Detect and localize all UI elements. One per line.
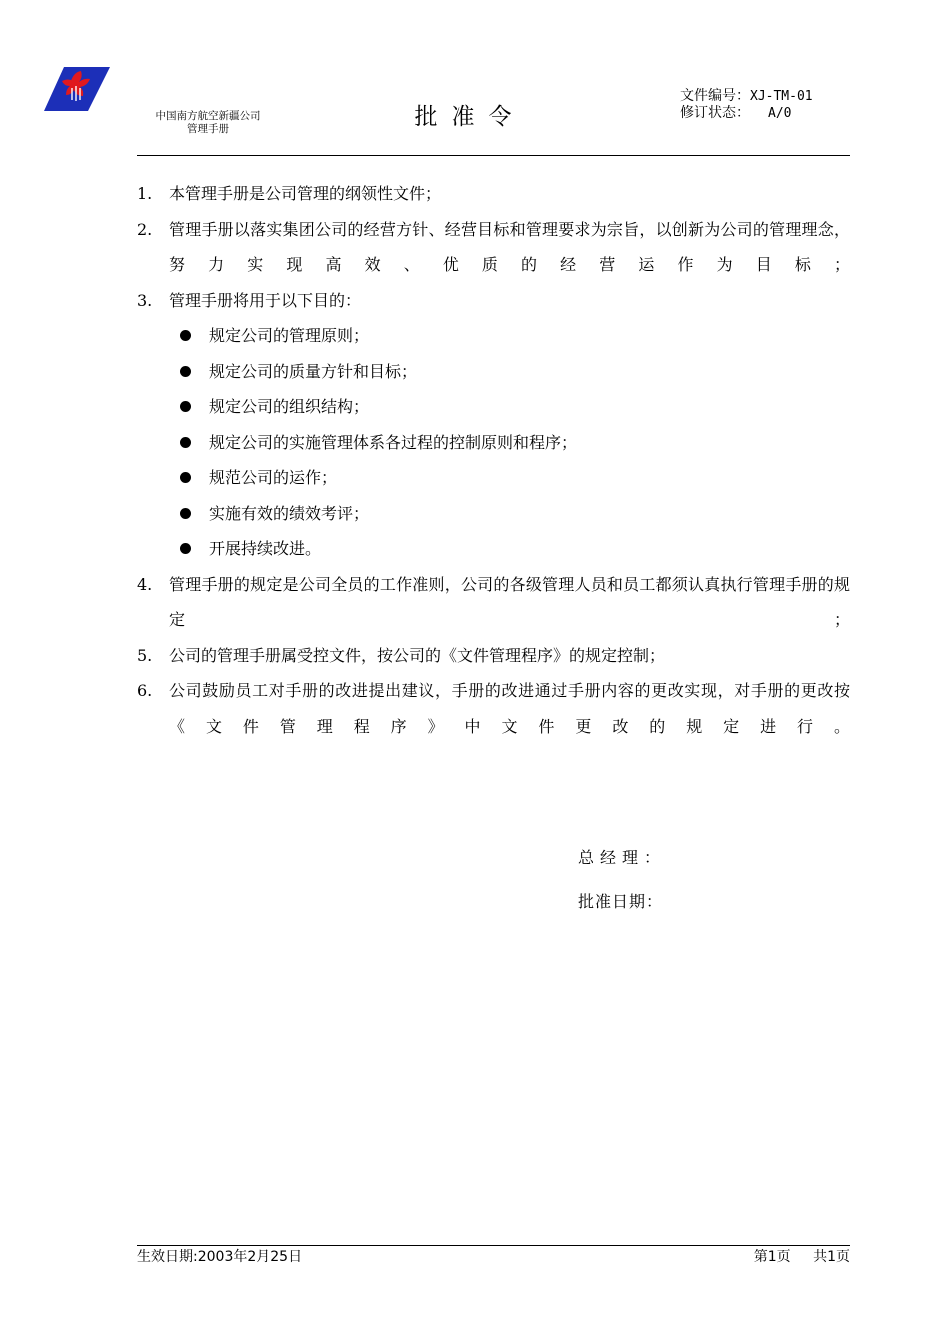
bullet-item xyxy=(137,354,850,390)
revision-row xyxy=(680,105,813,122)
signature-block xyxy=(578,836,666,924)
bullet-text: 规定公司的组织结构； xyxy=(209,397,370,416)
item-text: 公司的管理手册属受控文件，按公司的《文件管理程序》的规定控制； xyxy=(169,645,666,665)
doc-number: XJ-TM-01 xyxy=(750,89,813,104)
item-text: 公司鼓励员工对手册的改进提出建议，手册的改进通过手册内容的更改实现，对手册的更改按《文件管理程序》中文件更改的规定进行。 xyxy=(169,681,850,736)
bullet-text: 开展持续改进。 xyxy=(209,539,322,558)
doc-number-label: 文件编号： xyxy=(680,88,750,104)
item-number: 3. xyxy=(137,290,153,310)
bullet-dot-icon xyxy=(180,543,191,554)
bullet-text: 规定公司的管理原则； xyxy=(209,326,370,345)
bullet-text: 规定公司的实施管理体系各过程的控制原则和程序； xyxy=(209,432,578,452)
effective-date: 生效日期:2003年2月25日 xyxy=(137,1249,303,1265)
bullet-item xyxy=(137,496,850,532)
bullet-dot-icon xyxy=(180,437,191,448)
bullet-dot-icon xyxy=(180,366,191,377)
revision-label: 修订状态： xyxy=(680,105,750,121)
list-item xyxy=(137,283,850,319)
company-name xyxy=(138,110,278,136)
list-item xyxy=(137,567,850,638)
bullet-dot-icon xyxy=(180,330,191,341)
list-item xyxy=(137,638,850,674)
bullet-item xyxy=(137,460,850,496)
list-item xyxy=(137,673,850,744)
item-text: 管理手册以落实集团公司的经营方针、经营目标和管理要求为宗旨，以创新为公司的管理理念，努力实现高效、优质的经营运作为目标； xyxy=(169,219,850,274)
document-body xyxy=(137,176,850,744)
bullet-dot-icon xyxy=(180,508,191,519)
item-number: 2. xyxy=(137,219,153,239)
item-number: 6. xyxy=(137,681,153,700)
bullet-text: 规定公司的质量方针和目标； xyxy=(209,361,418,381)
header-divider xyxy=(137,155,850,156)
bullet-item xyxy=(137,318,850,354)
page-number: 第1页 共1页 xyxy=(753,1249,850,1265)
item-text: 管理手册的规定是公司全员的工作准则，公司的各级管理人员和员工都须认真执行管理手册的规定； xyxy=(169,574,850,629)
manual-name: 管理手册 xyxy=(187,123,229,135)
bullet-dot-icon xyxy=(180,401,191,412)
document-info xyxy=(680,88,813,122)
revision-value: A/0 xyxy=(768,106,792,121)
general-manager-label: 总经理： xyxy=(578,848,667,867)
list-item xyxy=(137,176,850,212)
item-text: 本管理手册是公司管理的纲领性文件； xyxy=(169,184,442,203)
company-name-line: 中国南方航空新疆公司 xyxy=(155,110,261,122)
china-southern-logo-icon xyxy=(44,64,110,112)
bullet-text: 规范公司的运作； xyxy=(209,468,338,487)
item-number: 5. xyxy=(137,645,153,665)
doc-number-row xyxy=(680,88,813,105)
bullet-item xyxy=(137,531,850,567)
list-item xyxy=(137,212,850,283)
item-number: 1. xyxy=(137,184,153,203)
purpose-bullet-list xyxy=(137,318,850,567)
approval-date-label: 批准日期： xyxy=(578,892,664,911)
bullet-text: 实施有效的绩效考评； xyxy=(209,503,370,523)
bullet-dot-icon xyxy=(180,472,191,483)
bullet-item xyxy=(137,389,850,425)
page-title: 批准令 xyxy=(414,104,526,130)
item-text: 管理手册将用于以下目的： xyxy=(169,290,362,310)
bullet-item xyxy=(137,425,850,461)
item-number: 4. xyxy=(137,574,153,594)
